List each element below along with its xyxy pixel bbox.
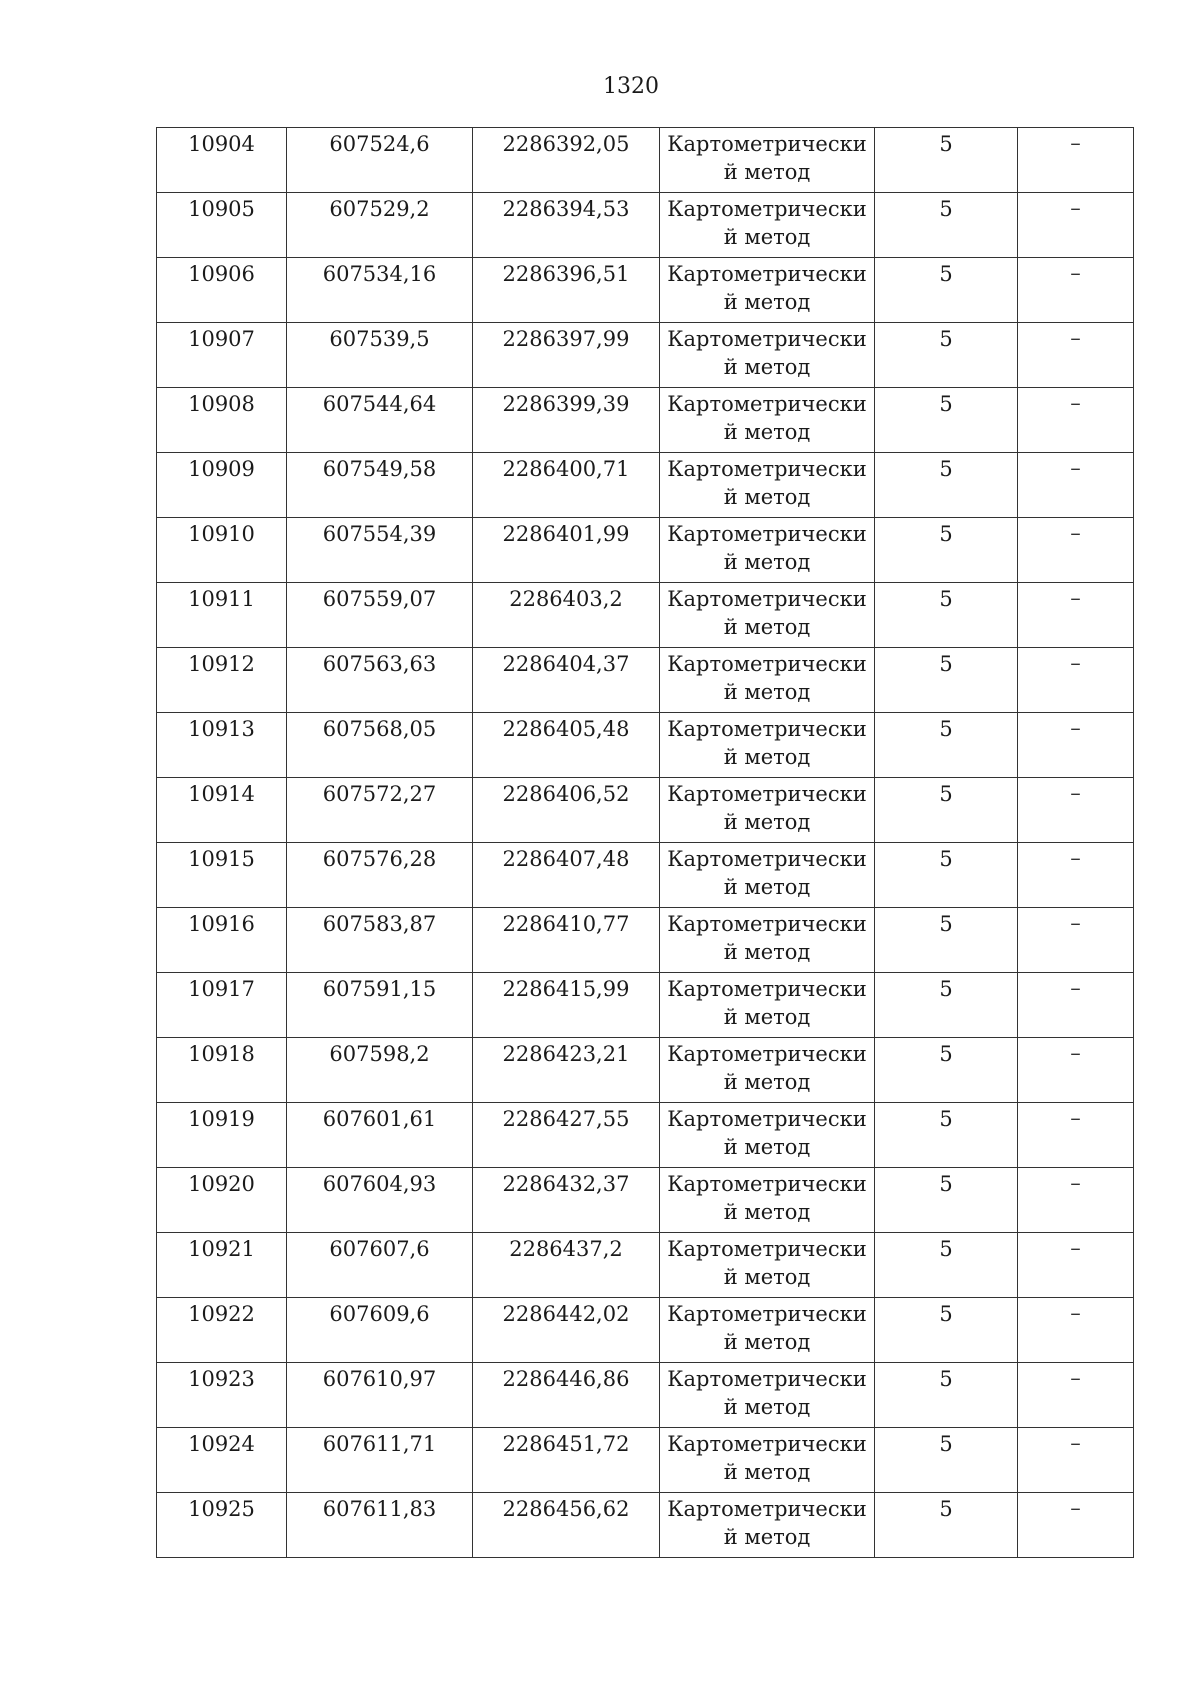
method-text: Картометрически — [667, 457, 867, 481]
accuracy-cell: 5 — [875, 973, 1018, 1038]
method-text: Картометрически — [667, 522, 867, 546]
x-coordinate-cell: 607563,63 — [287, 648, 473, 713]
y-coordinate-cell: 2286401,99 — [473, 518, 660, 583]
x-coordinate-cell: 607591,15 — [287, 973, 473, 1038]
method-text: й метод — [723, 615, 811, 639]
y-coordinate-cell: 2286405,48 — [473, 713, 660, 778]
method-cell — [660, 1493, 875, 1558]
point-id-cell: 10905 — [157, 193, 287, 258]
accuracy-cell: 5 — [875, 388, 1018, 453]
accuracy-cell: 5 — [875, 193, 1018, 258]
table-row — [157, 1493, 1134, 1558]
method-cell — [660, 193, 875, 258]
note-cell: – — [1018, 583, 1134, 648]
y-coordinate-cell: 2286446,86 — [473, 1363, 660, 1428]
method-text: Картометрически — [667, 132, 867, 156]
note-cell: – — [1018, 1103, 1134, 1168]
method-text: Картометрически — [667, 587, 867, 611]
table-row — [157, 1428, 1134, 1493]
x-coordinate-cell: 607544,64 — [287, 388, 473, 453]
x-coordinate-cell: 607559,07 — [287, 583, 473, 648]
point-id-cell: 10924 — [157, 1428, 287, 1493]
x-coordinate-cell: 607554,39 — [287, 518, 473, 583]
table-row — [157, 1103, 1134, 1168]
method-text: й метод — [723, 810, 811, 834]
x-coordinate-cell: 607598,2 — [287, 1038, 473, 1103]
method-text: й метод — [723, 875, 811, 899]
table-row — [157, 1298, 1134, 1363]
accuracy-cell: 5 — [875, 1233, 1018, 1298]
note-cell: – — [1018, 1298, 1134, 1363]
method-text: Картометрически — [667, 782, 867, 806]
method-text: й метод — [723, 940, 811, 964]
note-cell: – — [1018, 518, 1134, 583]
method-text: й метод — [723, 485, 811, 509]
method-text: Картометрически — [667, 327, 867, 351]
x-coordinate-cell: 607572,27 — [287, 778, 473, 843]
point-id-cell: 10920 — [157, 1168, 287, 1233]
note-cell: – — [1018, 128, 1134, 193]
note-cell: – — [1018, 1168, 1134, 1233]
accuracy-cell: 5 — [875, 778, 1018, 843]
table-row — [157, 128, 1134, 193]
method-cell — [660, 258, 875, 323]
x-coordinate-cell: 607610,97 — [287, 1363, 473, 1428]
table-row — [157, 518, 1134, 583]
note-cell: – — [1018, 713, 1134, 778]
table-row — [157, 713, 1134, 778]
method-text: й метод — [723, 745, 811, 769]
table-row — [157, 258, 1134, 323]
method-cell — [660, 1168, 875, 1233]
note-cell: – — [1018, 973, 1134, 1038]
y-coordinate-cell: 2286400,71 — [473, 453, 660, 518]
method-cell — [660, 973, 875, 1038]
accuracy-cell: 5 — [875, 713, 1018, 778]
point-id-cell: 10904 — [157, 128, 287, 193]
y-coordinate-cell: 2286423,21 — [473, 1038, 660, 1103]
note-cell: – — [1018, 193, 1134, 258]
method-cell — [660, 128, 875, 193]
point-id-cell: 10922 — [157, 1298, 287, 1363]
note-cell: – — [1018, 258, 1134, 323]
point-id-cell: 10918 — [157, 1038, 287, 1103]
point-id-cell: 10923 — [157, 1363, 287, 1428]
point-id-cell: 10917 — [157, 973, 287, 1038]
note-cell: – — [1018, 1233, 1134, 1298]
y-coordinate-cell: 2286432,37 — [473, 1168, 660, 1233]
accuracy-cell: 5 — [875, 843, 1018, 908]
method-text: й метод — [723, 355, 811, 379]
table-row — [157, 453, 1134, 518]
method-text: й метод — [723, 1135, 811, 1159]
note-cell: – — [1018, 1428, 1134, 1493]
method-text: Картометрически — [667, 392, 867, 416]
x-coordinate-cell: 607609,6 — [287, 1298, 473, 1363]
x-coordinate-cell: 607534,16 — [287, 258, 473, 323]
accuracy-cell: 5 — [875, 1428, 1018, 1493]
x-coordinate-cell: 607604,93 — [287, 1168, 473, 1233]
note-cell: – — [1018, 908, 1134, 973]
accuracy-cell: 5 — [875, 1168, 1018, 1233]
accuracy-cell: 5 — [875, 908, 1018, 973]
point-id-cell: 10916 — [157, 908, 287, 973]
accuracy-cell: 5 — [875, 258, 1018, 323]
y-coordinate-cell: 2286406,52 — [473, 778, 660, 843]
table-row — [157, 1363, 1134, 1428]
method-cell — [660, 1298, 875, 1363]
method-cell — [660, 778, 875, 843]
method-text: Картометрически — [667, 197, 867, 221]
accuracy-cell: 5 — [875, 1493, 1018, 1558]
method-text: й метод — [723, 1460, 811, 1484]
method-text: й метод — [723, 1200, 811, 1224]
method-text: Картометрически — [667, 847, 867, 871]
method-cell — [660, 323, 875, 388]
table-row — [157, 778, 1134, 843]
method-cell — [660, 1428, 875, 1493]
method-cell — [660, 843, 875, 908]
point-id-cell: 10909 — [157, 453, 287, 518]
method-text: Картометрически — [667, 717, 867, 741]
accuracy-cell: 5 — [875, 1103, 1018, 1168]
accuracy-cell: 5 — [875, 583, 1018, 648]
accuracy-cell: 5 — [875, 128, 1018, 193]
method-text: Картометрически — [667, 1042, 867, 1066]
note-cell: – — [1018, 1493, 1134, 1558]
method-text: Картометрически — [667, 1497, 867, 1521]
method-cell — [660, 453, 875, 518]
accuracy-cell: 5 — [875, 518, 1018, 583]
coordinates-table — [156, 127, 1134, 1558]
table-row — [157, 193, 1134, 258]
method-cell — [660, 713, 875, 778]
method-text: й метод — [723, 1525, 811, 1549]
method-text: й метод — [723, 420, 811, 444]
method-cell — [660, 1363, 875, 1428]
note-cell: – — [1018, 778, 1134, 843]
table-row — [157, 323, 1134, 388]
method-text: й метод — [723, 290, 811, 314]
point-id-cell: 10913 — [157, 713, 287, 778]
method-cell — [660, 518, 875, 583]
x-coordinate-cell: 607607,6 — [287, 1233, 473, 1298]
table-row — [157, 973, 1134, 1038]
method-text: Картометрически — [667, 652, 867, 676]
method-text: й метод — [723, 160, 811, 184]
y-coordinate-cell: 2286394,53 — [473, 193, 660, 258]
method-cell — [660, 1038, 875, 1103]
accuracy-cell: 5 — [875, 453, 1018, 518]
y-coordinate-cell: 2286410,77 — [473, 908, 660, 973]
y-coordinate-cell: 2286456,62 — [473, 1493, 660, 1558]
table-row — [157, 583, 1134, 648]
point-id-cell: 10912 — [157, 648, 287, 713]
point-id-cell: 10915 — [157, 843, 287, 908]
table-row — [157, 648, 1134, 713]
method-text: Картометрически — [667, 1237, 867, 1261]
method-text: й метод — [723, 680, 811, 704]
method-cell — [660, 1233, 875, 1298]
x-coordinate-cell: 607611,83 — [287, 1493, 473, 1558]
table-row — [157, 388, 1134, 453]
accuracy-cell: 5 — [875, 1038, 1018, 1103]
table-row — [157, 843, 1134, 908]
point-id-cell: 10910 — [157, 518, 287, 583]
y-coordinate-cell: 2286415,99 — [473, 973, 660, 1038]
method-text: й метод — [723, 1330, 811, 1354]
method-cell — [660, 583, 875, 648]
method-text: Картометрически — [667, 912, 867, 936]
method-cell — [660, 388, 875, 453]
method-text: Картометрически — [667, 1432, 867, 1456]
note-cell: – — [1018, 323, 1134, 388]
point-id-cell: 10925 — [157, 1493, 287, 1558]
accuracy-cell: 5 — [875, 648, 1018, 713]
point-id-cell: 10911 — [157, 583, 287, 648]
note-cell: – — [1018, 453, 1134, 518]
x-coordinate-cell: 607583,87 — [287, 908, 473, 973]
point-id-cell: 10908 — [157, 388, 287, 453]
method-text: й метод — [723, 1265, 811, 1289]
table-body — [157, 128, 1134, 1558]
method-text: й метод — [723, 1395, 811, 1419]
accuracy-cell: 5 — [875, 1363, 1018, 1428]
method-cell — [660, 1103, 875, 1168]
x-coordinate-cell: 607539,5 — [287, 323, 473, 388]
method-text: Картометрически — [667, 1107, 867, 1131]
y-coordinate-cell: 2286403,2 — [473, 583, 660, 648]
note-cell: – — [1018, 843, 1134, 908]
method-text: й метод — [723, 1005, 811, 1029]
y-coordinate-cell: 2286404,37 — [473, 648, 660, 713]
y-coordinate-cell: 2286437,2 — [473, 1233, 660, 1298]
table-row — [157, 908, 1134, 973]
x-coordinate-cell: 607576,28 — [287, 843, 473, 908]
y-coordinate-cell: 2286442,02 — [473, 1298, 660, 1363]
y-coordinate-cell: 2286397,99 — [473, 323, 660, 388]
method-text: й метод — [723, 550, 811, 574]
method-cell — [660, 908, 875, 973]
page-number: 1320 — [603, 74, 659, 99]
table-row — [157, 1168, 1134, 1233]
accuracy-cell: 5 — [875, 1298, 1018, 1363]
x-coordinate-cell: 607611,71 — [287, 1428, 473, 1493]
method-text: Картометрически — [667, 1367, 867, 1391]
method-cell — [660, 648, 875, 713]
note-cell: – — [1018, 1363, 1134, 1428]
point-id-cell: 10914 — [157, 778, 287, 843]
method-text: Картометрически — [667, 977, 867, 1001]
method-text: й метод — [723, 1070, 811, 1094]
y-coordinate-cell: 2286396,51 — [473, 258, 660, 323]
x-coordinate-cell: 607601,61 — [287, 1103, 473, 1168]
note-cell: – — [1018, 648, 1134, 713]
y-coordinate-cell: 2286399,39 — [473, 388, 660, 453]
note-cell: – — [1018, 388, 1134, 453]
y-coordinate-cell: 2286427,55 — [473, 1103, 660, 1168]
note-cell: – — [1018, 1038, 1134, 1103]
point-id-cell: 10919 — [157, 1103, 287, 1168]
y-coordinate-cell: 2286407,48 — [473, 843, 660, 908]
table-row — [157, 1233, 1134, 1298]
method-text: й метод — [723, 225, 811, 249]
x-coordinate-cell: 607524,6 — [287, 128, 473, 193]
point-id-cell: 10906 — [157, 258, 287, 323]
accuracy-cell: 5 — [875, 323, 1018, 388]
method-text: Картометрически — [667, 262, 867, 286]
method-text: Картометрически — [667, 1302, 867, 1326]
table-row — [157, 1038, 1134, 1103]
method-text: Картометрически — [667, 1172, 867, 1196]
x-coordinate-cell: 607549,58 — [287, 453, 473, 518]
point-id-cell: 10907 — [157, 323, 287, 388]
x-coordinate-cell: 607529,2 — [287, 193, 473, 258]
y-coordinate-cell: 2286392,05 — [473, 128, 660, 193]
point-id-cell: 10921 — [157, 1233, 287, 1298]
y-coordinate-cell: 2286451,72 — [473, 1428, 660, 1493]
x-coordinate-cell: 607568,05 — [287, 713, 473, 778]
